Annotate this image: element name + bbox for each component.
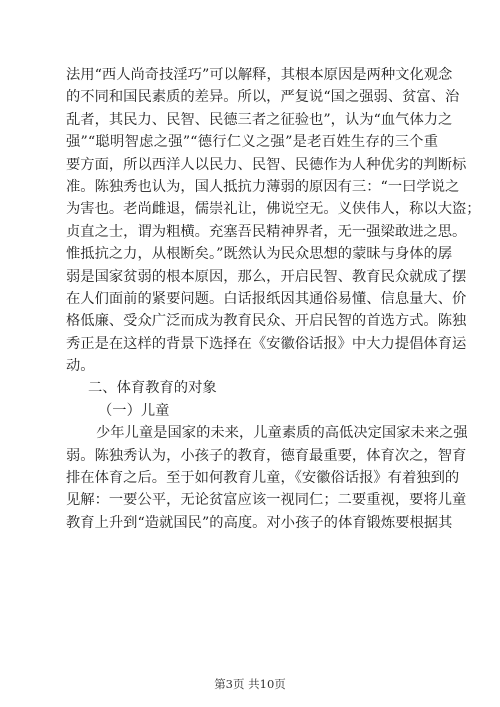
paragraph-1: [66, 64, 481, 377]
text-line: 格低廉、受众广泛而成为教育民众、开启民智的首选方式。陈独: [66, 313, 467, 330]
text-line: 弱。陈独秀认为，小孩子的教育，德育最重要，体育次之，智育: [66, 447, 467, 464]
text-line: 乱者，其民力、民智、民德三者之征验也”，认为“血气体力之: [66, 111, 453, 128]
page-footer: 第3页 共10页: [214, 677, 286, 691]
text-line: 在人们面前的紧要问题。白话报纸因其通俗易懂、信息量大、价: [66, 290, 467, 307]
text-line: 见解：一要公平，无论贫富应该一视同仁；二要重视，要将儿童: [66, 492, 467, 509]
text-line: 惟抵抗之力，从根断矣。”既然认为民众思想的蒙昧与身体的孱: [66, 246, 453, 263]
section-heading: 二、体育教育的对象: [88, 380, 217, 397]
text-line: 少年儿童是国家的未来，儿童素质的高低决定国家未来之强: [96, 425, 468, 442]
body-text: [66, 64, 481, 534]
text-line: 强”“聪明智虑之强”“德行仁义之强”是老百姓生存的三个重: [66, 134, 438, 151]
text-line: 教育上升到“造就国民”的高度。对小孩子的体育锻炼要根据其: [66, 514, 453, 531]
text-line: 要方面，所以西洋人以民力、民智、民德作为人种优劣的判断标: [66, 156, 467, 173]
text-line: 为害也。老尚雌退，儒崇礼让，佛说空无。义侠伟人，称以大盗；: [66, 201, 481, 218]
subsection-heading: （一）儿童: [98, 402, 170, 419]
text-line: 动。: [66, 358, 95, 375]
text-line: 排在体育之后。至于如何教育儿童，《安徽俗话报》有着独到的: [66, 470, 460, 487]
text-line: 法用“西人尚奇技淫巧”可以解释，其根本原因是两种文化观念: [66, 67, 453, 83]
paragraph-2: [66, 422, 468, 534]
text-line: 弱是国家贫弱的根本原因，那么，开启民智、教育民众就成了摆: [66, 268, 467, 285]
text-line: 秀正是在这样的背景下选择在《安徽俗话报》中大力提倡体育运: [66, 335, 467, 352]
text-line: 的不同和国民素质的差异。所以，严复说“国之强弱、贫富、治: [66, 89, 460, 106]
text-line: 准。陈独秀也认为，国人抵抗力薄弱的原因有三：“一曰学说之: [66, 178, 460, 195]
text-line: 贞直之士，谓为粗横。充塞吾民精神界者，无一强梁敢进之思。: [66, 223, 467, 240]
